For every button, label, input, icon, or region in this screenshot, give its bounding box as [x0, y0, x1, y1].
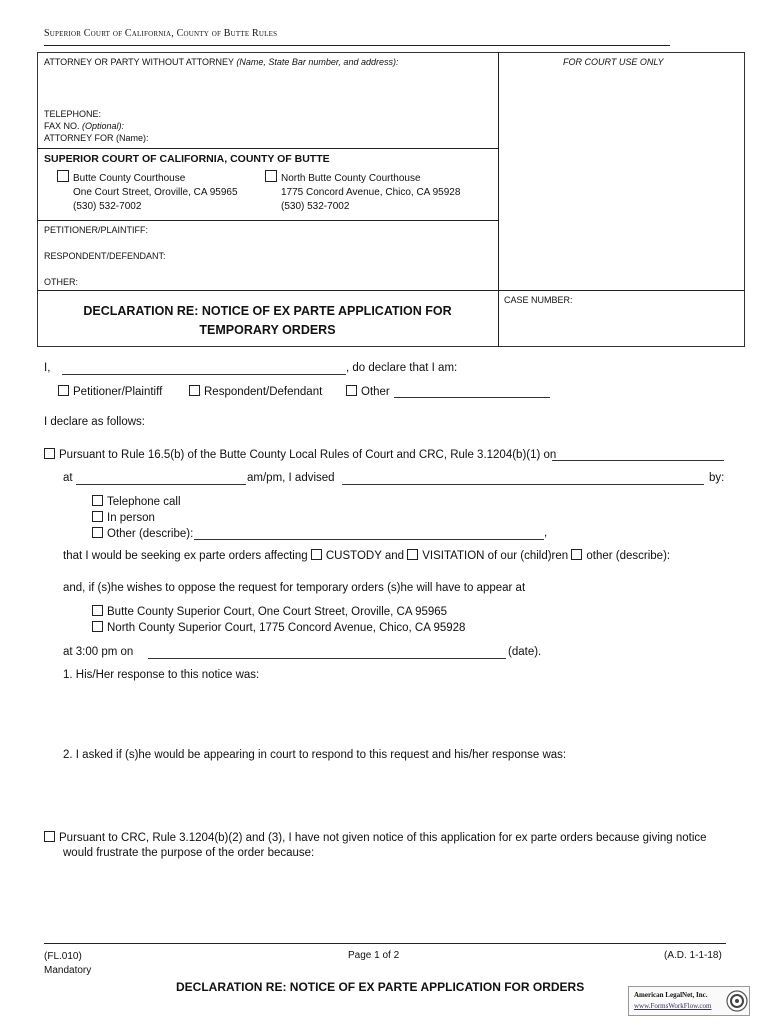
- attorney-label-row: [44, 57, 398, 67]
- declare-am-text: , do declare that I am:: [346, 362, 458, 374]
- fax-row: [44, 121, 124, 131]
- publisher-url[interactable]: www.FormsWorkFlow.com: [634, 1002, 712, 1010]
- declare-follows: I declare as follows:: [44, 416, 145, 428]
- role-other-label: Other: [361, 386, 390, 398]
- footer-title: DECLARATION RE: NOTICE OF EX PARTE APPLICATION FOR ORDERS: [176, 980, 585, 994]
- court-option-2-checkbox[interactable]: [92, 621, 103, 632]
- publisher-seal-icon: [726, 989, 748, 1013]
- case-number-label: CASE NUMBER:: [504, 295, 573, 305]
- pursuant-2-line-1: Pursuant to CRC, Rule 3.1204(b)(2) and (3), I have not given notice of this application for ex parte orders because giving notice: [59, 832, 707, 844]
- pursuant-2-row[interactable]: [44, 831, 707, 844]
- method-other-label: Other (describe):: [107, 528, 194, 540]
- method-other-field[interactable]: [194, 539, 544, 540]
- court-use-label: FOR COURT USE ONLY: [563, 57, 664, 67]
- role-petitioner-label: Petitioner/Plaintiff: [73, 386, 163, 398]
- attorney-for-label: ATTORNEY FOR (Name):: [44, 133, 149, 143]
- form-title: [37, 302, 498, 340]
- courthouse-1-address: One Court Street, Oroville, CA 95965: [73, 187, 238, 198]
- court-option-1-label: Butte County Superior Court, One Court Street, Oroville, CA 95965: [107, 606, 448, 618]
- respondent-label: RESPONDENT/DEFENDANT:: [44, 251, 166, 261]
- ampm-advised: am/pm, I advised: [247, 472, 335, 484]
- pursuant-2-line-2: would frustrate the purpose of the order because:: [63, 847, 315, 859]
- other-label: OTHER:: [44, 277, 79, 287]
- response-1-label: 1. His/Her response to this notice was:: [63, 669, 260, 681]
- publisher-name: American LegalNet, Inc.: [634, 991, 708, 999]
- pursuant-1-date-field[interactable]: [552, 460, 724, 461]
- pursuant-1-row[interactable]: [44, 448, 556, 461]
- attorney-label: ATTORNEY OR PARTY WITHOUT ATTORNEY: [44, 57, 234, 67]
- method-phone[interactable]: [92, 495, 181, 508]
- role-respondent-label: Respondent/Defendant: [204, 386, 323, 398]
- method-other-comma: ,: [544, 527, 548, 539]
- method-other[interactable]: [92, 527, 193, 540]
- pursuant-1-checkbox[interactable]: [44, 448, 55, 459]
- court-option-2[interactable]: [92, 621, 465, 634]
- footer-form-id-block: [44, 950, 91, 978]
- caption-divider-title: [37, 290, 745, 291]
- fax-label: FAX NO.: [44, 121, 80, 131]
- caption-divider-parties: [37, 220, 498, 221]
- at-time-label: at 3:00 pm on: [63, 646, 134, 658]
- role-other[interactable]: [346, 385, 390, 398]
- pursuant-1-text: Pursuant to Rule 16.5(b) of the Butte County Local Rules of Court and CRC, Rule 3.1204(b)(1) on: [59, 449, 557, 461]
- method-person-checkbox[interactable]: [92, 511, 103, 522]
- footer-mandatory: Mandatory: [44, 965, 92, 976]
- role-other-field[interactable]: [394, 397, 550, 398]
- role-petitioner-checkbox[interactable]: [58, 385, 69, 396]
- attorney-hint: (Name, State Bar number, and address):: [236, 57, 399, 67]
- courthouse-1[interactable]: [57, 170, 238, 214]
- method-person[interactable]: [92, 511, 155, 524]
- publisher-logo: [628, 986, 750, 1016]
- courthouse-2[interactable]: [265, 170, 460, 214]
- courthouse-1-checkbox[interactable]: [57, 170, 69, 182]
- other-orders-label: other (describe):: [586, 550, 671, 562]
- advised-person-field[interactable]: [342, 484, 704, 485]
- other-orders-checkbox[interactable]: [571, 549, 582, 560]
- form-title-line-2: TEMPORARY ORDERS: [199, 323, 336, 337]
- method-phone-label: Telephone call: [107, 496, 181, 508]
- footer-rule: [44, 943, 726, 944]
- oppose-text: and, if (s)he wishes to oppose the request for temporary orders (s)he will have to appear at: [63, 582, 526, 594]
- courthouse-1-phone: (530) 532-7002: [73, 201, 142, 212]
- method-person-label: In person: [107, 512, 155, 524]
- court-option-1-checkbox[interactable]: [92, 605, 103, 616]
- courthouse-2-phone: (530) 532-7002: [281, 201, 350, 212]
- courthouse-1-name: Butte County Courthouse: [73, 173, 186, 184]
- court-name: SUPERIOR COURT OF CALIFORNIA, COUNTY OF BUTTE: [44, 153, 330, 165]
- custody-checkbox[interactable]: [311, 549, 322, 560]
- method-phone-checkbox[interactable]: [92, 495, 103, 506]
- caption-divider-court: [37, 148, 498, 149]
- role-petitioner[interactable]: [58, 385, 162, 398]
- petitioner-label: PETITIONER/PLAINTIFF:: [44, 225, 149, 235]
- court-option-2-label: North County Superior Court, 1775 Concord Avenue, Chico, CA 95928: [107, 622, 466, 634]
- header-title: Superior Court of California, County of Butte Rules: [44, 28, 278, 39]
- role-other-checkbox[interactable]: [346, 385, 357, 396]
- by-label: by:: [709, 472, 725, 484]
- date-label: (date).: [508, 646, 542, 658]
- response-2-label: 2. I asked if (s)he would be appearing in court to respond to this request and his/her response was:: [63, 749, 567, 761]
- caption-divider-vertical: [498, 52, 499, 347]
- telephone-label: TELEPHONE:: [44, 109, 102, 119]
- seeking-text: that I would be seeking ex parte orders affecting: [63, 550, 308, 562]
- pursuant-2-checkbox[interactable]: [44, 831, 55, 842]
- footer-page: Page 1 of 2: [348, 950, 400, 961]
- custody-label: CUSTODY and: [325, 550, 405, 562]
- declarant-name-field[interactable]: [62, 374, 346, 375]
- header-rule: [44, 45, 670, 46]
- courthouse-2-address: 1775 Concord Avenue, Chico, CA 95928: [281, 187, 461, 198]
- footer-form-id: (FL.010): [44, 951, 82, 962]
- i-label: I,: [44, 362, 51, 374]
- court-option-1[interactable]: [92, 605, 447, 618]
- hearing-date-field[interactable]: [148, 658, 506, 659]
- form-title-line-1: DECLARATION RE: NOTICE OF EX PARTE APPLICATION FOR: [83, 304, 452, 318]
- visitation-label: VISITATION of our (child)ren: [422, 550, 569, 562]
- role-respondent[interactable]: [189, 385, 322, 398]
- advised-time-field[interactable]: [76, 484, 246, 485]
- footer-date-code: (A.D. 1-1-18): [664, 950, 722, 961]
- at-label: at: [63, 472, 73, 484]
- courthouse-2-name: North Butte County Courthouse: [281, 173, 421, 184]
- fax-hint: (Optional):: [82, 121, 125, 131]
- seeking-row: [63, 549, 670, 562]
- method-other-checkbox[interactable]: [92, 527, 103, 538]
- courthouse-2-checkbox[interactable]: [265, 170, 277, 182]
- role-respondent-checkbox[interactable]: [189, 385, 200, 396]
- visitation-checkbox[interactable]: [407, 549, 418, 560]
